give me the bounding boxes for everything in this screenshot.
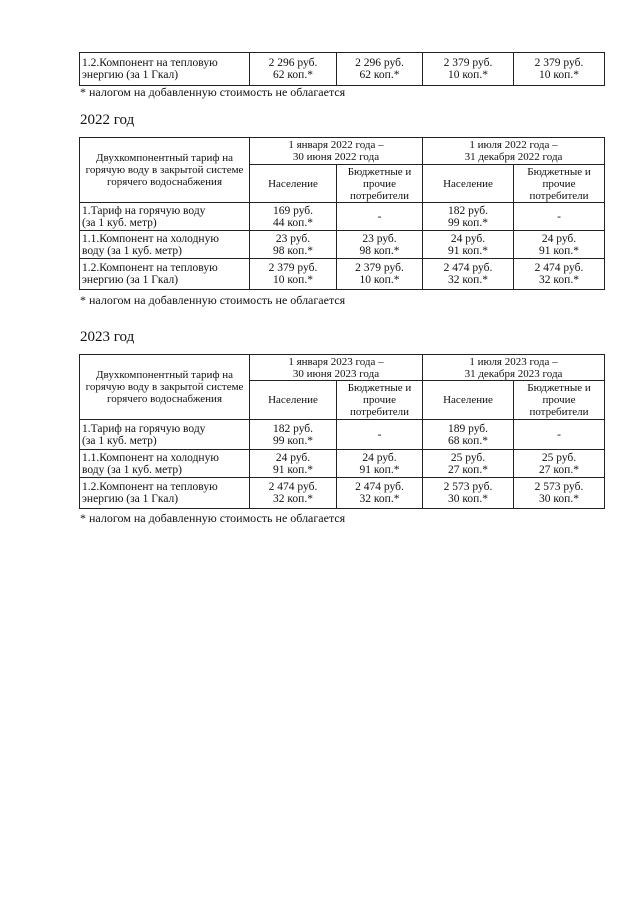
vat-footnote: * налогом на добавленную стоимость не облагается bbox=[80, 511, 346, 525]
year-heading: 2022 год bbox=[80, 112, 135, 128]
table-header-row bbox=[80, 355, 605, 381]
tariff-table-2023 bbox=[79, 354, 605, 509]
tariff-value: 23 руб. 98 коп.* bbox=[337, 231, 423, 259]
tariff-value: 189 руб. 68 коп.* bbox=[423, 420, 514, 450]
tariff-value: 2 474 руб. 32 коп.* bbox=[250, 478, 337, 509]
row-label: 1.1.Компонент на холодную воду (за 1 куб. метр) bbox=[80, 450, 250, 478]
row-label: 1.Тариф на горячую воду (за 1 куб. метр) bbox=[80, 203, 250, 231]
population-header: Население bbox=[423, 381, 514, 420]
tariff-value: 24 руб. 91 коп.* bbox=[423, 231, 514, 259]
top-tariff-table bbox=[79, 52, 605, 86]
tariff-value: 2 573 руб. 30 коп.* bbox=[423, 478, 514, 509]
tariff-value: 2 379 руб. 10 коп.* bbox=[514, 53, 605, 86]
vat-footnote: * налогом на добавленную стоимость не облагается bbox=[80, 85, 346, 99]
period-header: 1 января 2022 года – 30 июня 2022 года bbox=[250, 138, 423, 165]
tariff-header-cell: Двухкомпонентный тариф на горячую воду в закрытой системе горячего водоснабжения bbox=[80, 138, 250, 203]
tariff-value: 24 руб. 91 коп.* bbox=[337, 450, 423, 478]
table-row bbox=[80, 203, 605, 231]
vat-footnote: * налогом на добавленную стоимость не облагается bbox=[80, 293, 346, 307]
tariff-value: 182 руб. 99 коп.* bbox=[250, 420, 337, 450]
table-row bbox=[80, 53, 605, 86]
tariff-value: - bbox=[337, 420, 423, 450]
tariff-value: 2 474 руб. 32 коп.* bbox=[337, 478, 423, 509]
tariff-value: - bbox=[514, 420, 605, 450]
table-header-row bbox=[80, 138, 605, 165]
population-header: Население bbox=[250, 165, 337, 203]
tariff-value: 2 296 руб. 62 коп.* bbox=[250, 53, 337, 86]
budget-header: Бюджетные и прочие потребители bbox=[514, 165, 605, 203]
table-row bbox=[80, 478, 605, 509]
population-header: Население bbox=[250, 381, 337, 420]
tariff-value: 2 379 руб. 10 коп.* bbox=[337, 259, 423, 290]
tariff-value: 182 руб. 99 коп.* bbox=[423, 203, 514, 231]
period-header: 1 января 2023 года – 30 июня 2023 года bbox=[250, 355, 423, 381]
table-row bbox=[80, 450, 605, 478]
row-label: 1.1.Компонент на холодную воду (за 1 куб. метр) bbox=[80, 231, 250, 259]
budget-header: Бюджетные и прочие потребители bbox=[337, 381, 423, 420]
row-label: 1.2.Компонент на тепловую энергию (за 1 Гкал) bbox=[80, 478, 250, 509]
table-row bbox=[80, 259, 605, 290]
row-label: 1.2.Компонент на тепловую энергию (за 1 Гкал) bbox=[80, 259, 250, 290]
tariff-value: 2 296 руб. 62 коп.* bbox=[337, 53, 423, 86]
tariff-value: 23 руб. 98 коп.* bbox=[250, 231, 337, 259]
tariff-value: 169 руб. 44 коп.* bbox=[250, 203, 337, 231]
tariff-value: 25 руб. 27 коп.* bbox=[514, 450, 605, 478]
tariff-value: 2 573 руб. 30 коп.* bbox=[514, 478, 605, 509]
tariff-value: 24 руб. 91 коп.* bbox=[514, 231, 605, 259]
tariff-value: 2 474 руб. 32 коп.* bbox=[514, 259, 605, 290]
tariff-header-cell: Двухкомпонентный тариф на горячую воду в закрытой системе горячего водоснабжения bbox=[80, 355, 250, 420]
row-label: 1.2.Компонент на тепловую энергию (за 1 Гкал) bbox=[80, 53, 250, 86]
tariff-table-2022 bbox=[79, 137, 605, 290]
period-header: 1 июля 2023 года – 31 декабря 2023 года bbox=[423, 355, 605, 381]
row-label: 1.Тариф на горячую воду (за 1 куб. метр) bbox=[80, 420, 250, 450]
tariff-value: 25 руб. 27 коп.* bbox=[423, 450, 514, 478]
table-row bbox=[80, 420, 605, 450]
tariff-value: - bbox=[514, 203, 605, 231]
period-header: 1 июля 2022 года – 31 декабря 2022 года bbox=[423, 138, 605, 165]
tariff-value: 2 379 руб. 10 коп.* bbox=[423, 53, 514, 86]
population-header: Население bbox=[423, 165, 514, 203]
tariff-value: 2 474 руб. 32 коп.* bbox=[423, 259, 514, 290]
budget-header: Бюджетные и прочие потребители bbox=[337, 165, 423, 203]
tariff-value: - bbox=[337, 203, 423, 231]
budget-header: Бюджетные и прочие потребители bbox=[514, 381, 605, 420]
year-heading: 2023 год bbox=[80, 329, 135, 345]
tariff-value: 24 руб. 91 коп.* bbox=[250, 450, 337, 478]
tariff-value: 2 379 руб. 10 коп.* bbox=[250, 259, 337, 290]
table-row bbox=[80, 231, 605, 259]
